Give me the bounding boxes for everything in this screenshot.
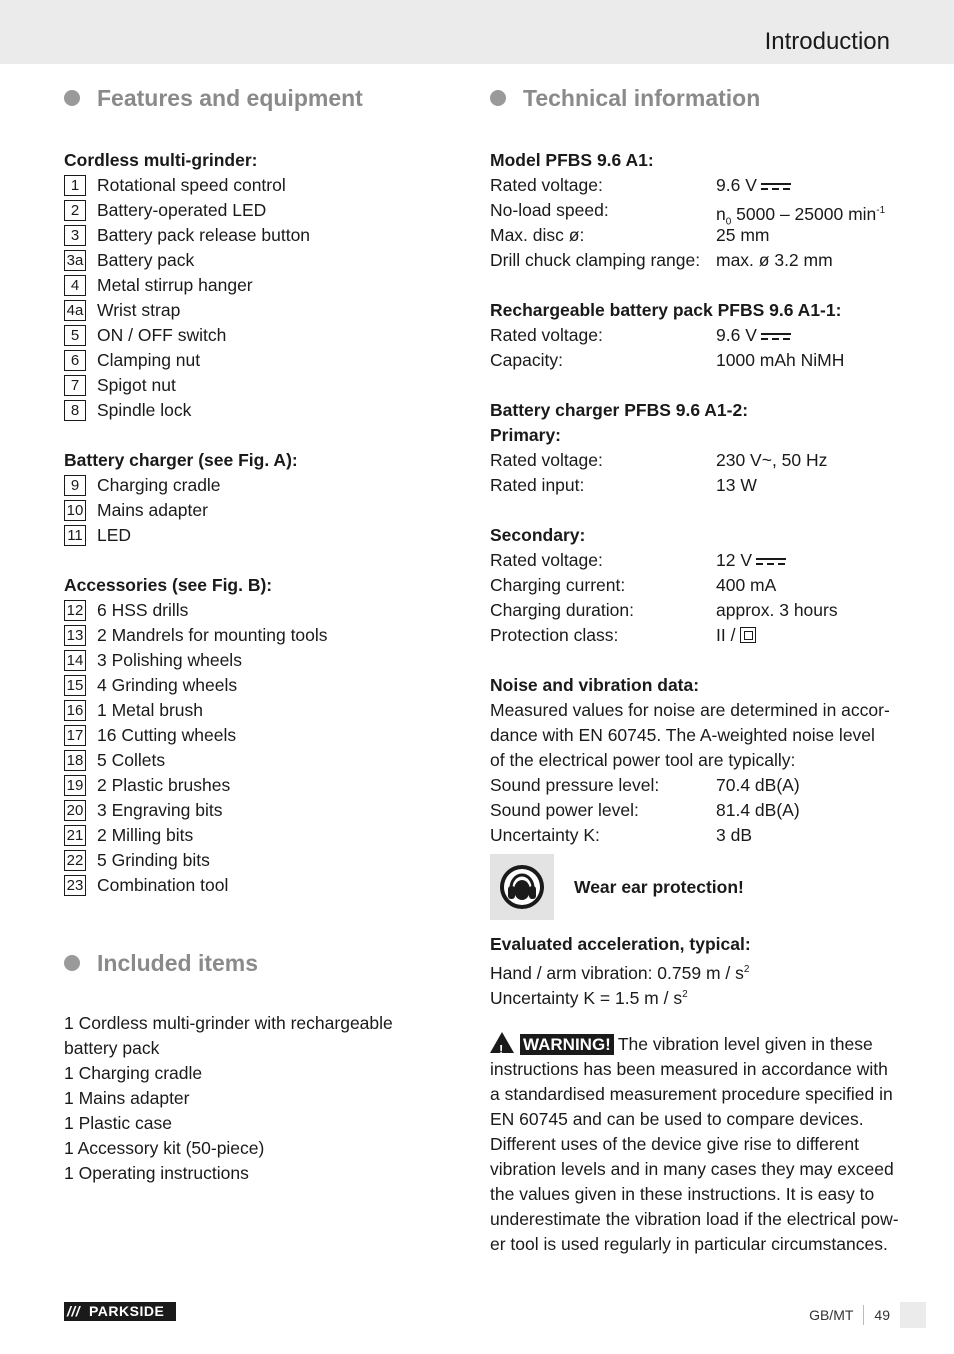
part-label: 1 Metal brush <box>97 700 204 720</box>
part-label: LED <box>97 525 132 545</box>
paragraph-line: EN 60745 and can be used to compare devices. <box>490 1109 864 1129</box>
footer-divider <box>863 1305 864 1325</box>
left-column <box>64 80 464 1186</box>
spec-row <box>490 223 900 248</box>
part-label: Mains adapter <box>97 500 208 520</box>
paragraph-line: instructions has been measured in accordance with <box>490 1059 888 1079</box>
spec-key: Rated voltage: <box>490 325 603 345</box>
spec-key: Sound power level: <box>490 800 639 820</box>
part-number: 19 <box>64 775 86 796</box>
page-number: 49 <box>874 1307 890 1323</box>
right-column <box>490 80 900 1257</box>
paragraph-line: of the electrical power tool are typically: <box>490 750 796 770</box>
part-number: 5 <box>64 325 86 346</box>
part-number: 3 <box>64 225 86 246</box>
bullet-dot-icon <box>490 90 506 106</box>
spec-value: max. ø 3.2 mm <box>716 250 833 270</box>
item-label: Cordless multi-grinder with rechargeable <box>73 1013 393 1033</box>
spec-row <box>490 773 900 798</box>
spec-row <box>490 323 900 348</box>
spec-value: II / <box>716 623 900 648</box>
spec-key: Drill chuck clamping range: <box>490 250 701 270</box>
item-label: Accessory kit (50-piece) <box>73 1138 265 1158</box>
battery-specs <box>490 323 900 373</box>
part-label: Battery pack release button <box>97 225 311 245</box>
grinder-parts-list <box>64 173 464 423</box>
part-number: 21 <box>64 825 86 846</box>
accessories-list <box>64 598 464 898</box>
tech-heading: Technical information <box>490 80 900 116</box>
included-items-list <box>64 1011 464 1186</box>
part-label: 2 Plastic brushes <box>97 775 231 795</box>
part-label: Charging cradle <box>97 475 221 495</box>
paragraph-line: the values given in these instructions. It is easy to <box>490 1184 875 1204</box>
paragraph-line: er tool is used regularly in particular circumstances. <box>490 1234 888 1254</box>
spec-value: 3 dB <box>716 825 752 845</box>
spec-key: Uncertainty K: <box>490 825 600 845</box>
list-item <box>64 248 464 273</box>
page-header <box>0 0 954 64</box>
spec-row <box>490 798 900 823</box>
list-item <box>64 1161 464 1186</box>
spec-row <box>490 448 900 473</box>
spec-value: 81.4 dB(A) <box>716 800 800 820</box>
part-label: 3 Engraving bits <box>97 800 223 820</box>
part-number: 23 <box>64 875 86 896</box>
part-label: ON / OFF switch <box>97 325 227 345</box>
secondary-specs <box>490 548 900 648</box>
charger-parts-list <box>64 473 464 548</box>
accel-line-2: Uncertainty K = 1.5 m / $s^2$ <box>490 987 688 1008</box>
spec-key: Max. disc ø: <box>490 225 585 245</box>
protection-class-ii-icon <box>740 627 756 643</box>
part-number: 12 <box>64 600 86 621</box>
noise-specs <box>490 773 900 848</box>
spec-key: Rated voltage: <box>490 175 603 195</box>
noise-description <box>490 698 900 773</box>
grinder-title: Cordless multi-grinder: <box>64 150 258 170</box>
page-footer <box>809 1302 926 1328</box>
warning-triangle-icon <box>490 1032 514 1053</box>
item-quantity: 1 <box>64 1138 74 1158</box>
spec-value: $n_0$ 5000 – 25000 $\min^{-1}$ <box>716 203 886 228</box>
part-number: 7 <box>64 375 86 396</box>
part-number: 11 <box>64 525 86 546</box>
bullet-dot-icon <box>64 90 80 106</box>
model-specs <box>490 173 900 273</box>
paragraph-line: Measured values for noise are determined in accor- <box>490 700 890 720</box>
charger-spec-title: Battery charger PFBS 9.6 A1-2: <box>490 400 749 420</box>
spec-row <box>490 623 900 648</box>
part-label: Metal stirrup hanger <box>97 275 253 295</box>
list-item <box>64 373 464 398</box>
part-number: 9 <box>64 475 86 496</box>
secondary-title: Secondary: <box>490 525 586 545</box>
part-label: Rotational speed control <box>97 175 286 195</box>
warning-first-line: !WARNING! The vibration level given in these <box>490 1032 900 1057</box>
list-item <box>64 748 464 773</box>
part-label: Clamping nut <box>97 350 201 370</box>
item-quantity: 1 <box>64 1088 74 1108</box>
spec-row <box>490 348 900 373</box>
part-number: 14 <box>64 650 86 671</box>
spec-key: No-load speed: <box>490 200 609 220</box>
brand-logo: /// PARKSIDE <box>64 1302 176 1321</box>
list-item <box>64 273 464 298</box>
item-label: Mains adapter <box>73 1088 190 1108</box>
primary-specs <box>490 448 900 498</box>
spec-value: 12 V <box>716 548 900 573</box>
part-number: 20 <box>64 800 86 821</box>
list-item <box>64 773 464 798</box>
spec-row <box>490 173 900 198</box>
list-item <box>64 873 464 898</box>
part-label: Battery pack <box>97 250 195 270</box>
spec-row <box>490 248 900 273</box>
paragraph-line: vibration levels and in many cases they may exceed <box>490 1159 894 1179</box>
bullet-dot-icon <box>64 955 80 971</box>
list-item <box>64 223 464 248</box>
noise-title: Noise and vibration data: <box>490 675 700 695</box>
spec-key: Charging current: <box>490 575 626 595</box>
item-label: Charging cradle <box>73 1063 203 1083</box>
region-code: GB/MT <box>809 1307 854 1323</box>
accel-title: Evaluated acceleration, typical: <box>490 934 751 954</box>
part-label: Spindle lock <box>97 400 192 420</box>
list-item <box>64 1011 464 1036</box>
item-quantity: 1 <box>64 1113 74 1133</box>
accessories-title: Accessories (see Fig. B): <box>64 575 273 595</box>
part-label: 6 HSS drills <box>97 600 189 620</box>
part-label: Battery-operated LED <box>97 200 267 220</box>
part-number: 6 <box>64 350 86 371</box>
spec-value: 9.6 V <box>716 323 900 348</box>
page-tab <box>900 1302 926 1328</box>
spec-value: 70.4 dB(A) <box>716 775 800 795</box>
spec-row <box>490 598 900 623</box>
spec-key: Rated voltage: <box>490 450 603 470</box>
part-label: Wrist strap <box>97 300 181 320</box>
paragraph-line: a standardised measurement procedure specified in <box>490 1084 893 1104</box>
list-item <box>64 848 464 873</box>
spec-key: Capacity: <box>490 350 563 370</box>
list-item <box>64 798 464 823</box>
accel-line-1: Hand / arm vibration: 0.759 m / $s^2$ <box>490 962 750 983</box>
primary-title: Primary: <box>490 425 562 445</box>
list-item <box>64 1061 464 1086</box>
spec-value: 1000 mAh NiMH <box>716 350 845 370</box>
part-label: Combination tool <box>97 875 229 895</box>
ear-protection-label: Wear ear protection! <box>574 876 744 897</box>
part-label: 2 Mandrels for mounting tools <box>97 625 328 645</box>
list-item <box>64 1086 464 1111</box>
list-item <box>64 1111 464 1136</box>
spec-key: Rated input: <box>490 475 585 495</box>
part-number: 15 <box>64 675 86 696</box>
ear-protection-notice <box>490 854 900 920</box>
list-item <box>64 173 464 198</box>
part-number: 18 <box>64 750 86 771</box>
part-label: 16 Cutting wheels <box>97 725 237 745</box>
part-number: 13 <box>64 625 86 646</box>
spec-value: approx. 3 hours <box>716 600 838 620</box>
spec-value: 9.6 V <box>716 173 900 198</box>
page-title: Introduction <box>764 28 890 55</box>
part-number: 1 <box>64 175 86 196</box>
list-item <box>64 1136 464 1161</box>
item-label: Operating instructions <box>73 1163 249 1183</box>
warning-text <box>490 1057 900 1257</box>
included-heading: Included items <box>64 945 464 981</box>
part-number: 16 <box>64 700 86 721</box>
list-item <box>64 198 464 223</box>
part-label: 4 Grinding wheels <box>97 675 238 695</box>
spec-row <box>490 473 900 498</box>
list-item <box>64 348 464 373</box>
part-number: 4a <box>64 300 86 321</box>
spec-key: Protection class: <box>490 625 619 645</box>
item-quantity: 1 <box>64 1063 74 1083</box>
list-item <box>64 398 464 423</box>
spec-value: 13 W <box>716 475 757 495</box>
part-label: 5 Collets <box>97 750 166 770</box>
part-label: 3 Polishing wheels <box>97 650 242 670</box>
spec-key: Charging duration: <box>490 600 634 620</box>
item-quantity: 1 <box>64 1013 74 1033</box>
list-item <box>64 723 464 748</box>
spec-row <box>490 198 900 228</box>
paragraph-line: Different uses of the device give rise to different <box>490 1134 860 1154</box>
spec-row <box>490 548 900 573</box>
paragraph-line: dance with EN 60745. The A-weighted noise level <box>490 725 875 745</box>
part-number: 10 <box>64 500 86 521</box>
warning-label: WARNING! <box>520 1034 614 1055</box>
part-number: 3a <box>64 250 86 271</box>
list-item <box>64 698 464 723</box>
dc-symbol-icon <box>761 183 791 190</box>
part-number: 22 <box>64 850 86 871</box>
spec-row <box>490 573 900 598</box>
list-item <box>64 648 464 673</box>
charger-title: Battery charger (see Fig. A): <box>64 450 298 470</box>
part-label: 2 Milling bits <box>97 825 194 845</box>
list-item <box>64 323 464 348</box>
dc-symbol-icon <box>761 333 791 340</box>
list-item <box>64 623 464 648</box>
list-item <box>64 673 464 698</box>
ear-protection-icon <box>490 854 554 920</box>
spec-value: 400 mA <box>716 575 777 595</box>
part-number: 17 <box>64 725 86 746</box>
list-item <box>64 598 464 623</box>
list-item <box>64 473 464 498</box>
battery-title: Rechargeable battery pack PFBS 9.6 A1-1: <box>490 300 842 320</box>
model-title: Model PFBS 9.6 A1: <box>490 150 654 170</box>
dc-symbol-icon <box>756 558 786 565</box>
spec-key: Sound pressure level: <box>490 775 660 795</box>
features-heading: Features and equipment <box>64 80 464 116</box>
item-label-continued: battery pack <box>64 1038 160 1058</box>
spec-key: Rated voltage: <box>490 550 603 570</box>
paragraph-line: underestimate the vibration load if the electrical pow- <box>490 1209 899 1229</box>
item-quantity: 1 <box>64 1163 74 1183</box>
spec-value: 230 V~, 50 Hz <box>716 450 828 470</box>
list-item <box>64 523 464 548</box>
part-label: Spigot nut <box>97 375 176 395</box>
part-label: 5 Grinding bits <box>97 850 210 870</box>
spec-row <box>490 823 900 848</box>
part-number: 2 <box>64 200 86 221</box>
spec-value: 25 mm <box>716 225 770 245</box>
list-item <box>64 298 464 323</box>
part-number: 4 <box>64 275 86 296</box>
part-number: 8 <box>64 400 86 421</box>
item-label: Plastic case <box>73 1113 172 1133</box>
list-item <box>64 823 464 848</box>
list-item <box>64 498 464 523</box>
